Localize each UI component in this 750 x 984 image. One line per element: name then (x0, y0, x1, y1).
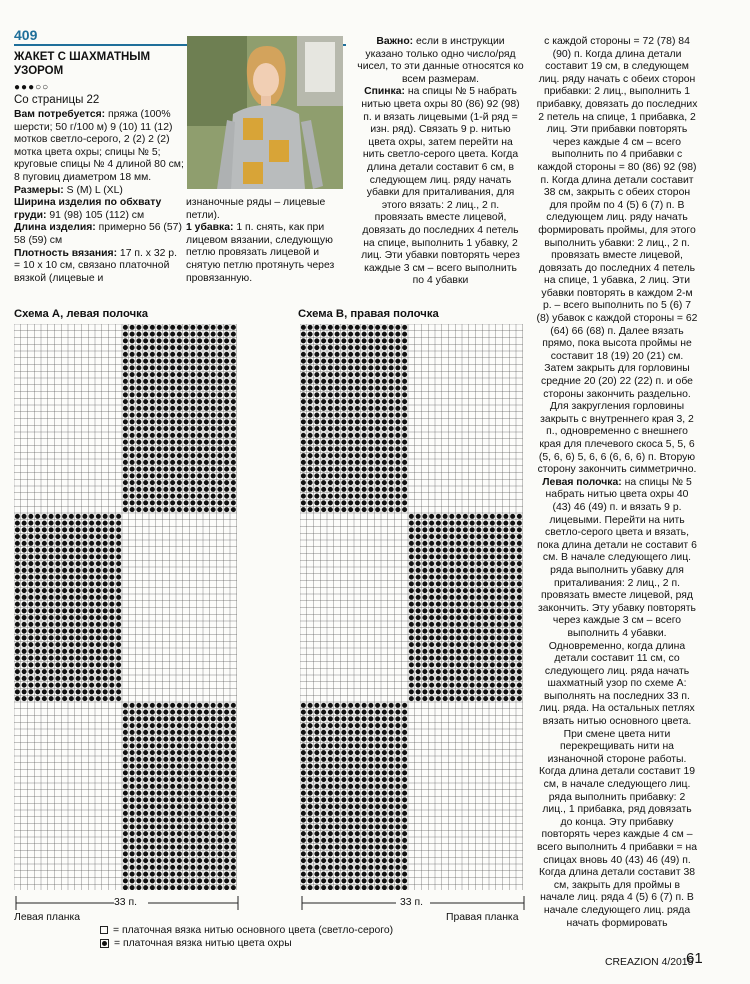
legend-light-text: = платочная вязка нитью основного цвета (светло-серого) (113, 925, 394, 936)
continued-from: Со страницы 22 (14, 94, 100, 106)
density-label: Плотность вязания: (14, 247, 118, 259)
legend-dark (100, 937, 393, 950)
width-text: 91 (98) 105 (112) см (46, 209, 145, 221)
materials-text: пряжа (100% шерсти; 50 г/100 м) 9 (10) 11 (12) мотков светло-серого, 2 (2) 2 (2) мотка цвета охры; спицы № 5; круговые спицы № 4 длиной 80 см; 8 пуговиц диаметром 18 мм. (14, 109, 184, 183)
page-number: 61 (686, 950, 703, 967)
length-text: примерно 56 (57) 58 (59) см (14, 222, 182, 246)
left-front-label: Левая полочка: (542, 476, 622, 488)
difficulty-rating: ●●●○○ (14, 82, 50, 93)
width-label: Ширина изделия по обхвату груди: (14, 197, 162, 221)
chart-b-width-label: 33 п. (400, 897, 423, 908)
pattern-number: 409 (14, 27, 38, 43)
magazine-issue: CREAZION 4/2015 (605, 957, 694, 968)
decrease-instructions (186, 197, 346, 285)
density-text: 17 п. х 32 р. = 10 х 10 см, связано платочной вязкой (лицевые и (14, 247, 177, 284)
chart-b-grid (300, 324, 526, 890)
back-continued-text: с каждой стороны = 72 (78) 84 (90) п. Когда длина детали составит 19 см, в следующем лиц. ряду начать с обеих сторон прибавки: 2 лиц., выполнить 1 прибавку, довязать до последних 2 петель на спице, 1 прибавка, 2 лиц. Эти прибавки повторять через каждые 4 см – всего выполнить по 4 прибавки с каждой стороны = 80 (86) 92 (98) п. Когда длина детали составит 38 см, закрыть с обеих сторон для пройм по 4 (5) 6 (7) п. В следующем лиц. ряду начать формировать проймы, для этого выполнить убавки: 2 лиц., 2 п. провязать вместе лицевой, довязать до последних 4 петель на спице, 1 убавка, 2 лиц. Эти убавки повторять в каждом 2-м р. – всего выполнить по 5 (6) 7 (8) убавок с каждой стороны = 62 (64) 66 (68) п. Далее вязать прямо, пока высота проймы не составит 18 (19) 20 (21) см. Затем закрыть для горловины средние 20 (20) 22 (22) п. и обе стороны закончить раздельно. Для закругления горловины закрыть с внутреннего края 3, 2 п., одновременно с внешнего края для плечевого скоса 5, 5, 6 (5, 6, 6) 5, 6, 6 (6, 6, 6) п. Вторую сторону закончить симметрично. (536, 36, 698, 476)
legend-dark-text: = платочная вязка нитью цвета охры (114, 938, 292, 949)
important-text: если в инструкции указано только одно число/ряд чисел, то эти данные относятся ко всем размерам. (357, 36, 524, 85)
right-placket-label: Правая планка (446, 912, 519, 923)
left-front-text: на спицы № 5 набрать нитью цвета охры 40 (43) 46 (49) п. и вязать 9 р. лицевыми. Перейти на нить светло-серого цвета и вязать, пока длина детали не составит 6 см. В начале следующего лиц. ряда выполнить убавку для приталивания: 2 лиц., 2 п. провязать вместе лицевой, ряд закончить. Эту убавку повторять через каждые 3 см – всего выполнить 4 убавки. Одновременно, когда длина детали составит 11 см, со следующего лиц. ряда начать шахматный узор по схеме А: выполнять на последних 33 п. лиц. ряда. На остальных петлях вязать нитью основного цвета. При смене цвета нити перекрещивать нити на изнаночной стороне работы. Когда длина детали составит 19 см, в начале следующего лиц. ряда выполнить прибавку: 2 лиц., 1 прибавка, ряд довязать до конца. Эту прибавку повторять через каждые 4 см – всего выполнить 4 прибавки = на спицах вновь 40 (43) 46 (49) п. Когда длина детали составит 38 см, закрыть для проймы в начале лиц. ряда 4 (5) 6 (7) п. В начале следующего лиц. ряда начать формировать (536, 476, 698, 929)
left-placket-label: Левая планка (14, 912, 81, 923)
chart-a-title: Схема А, левая полочка (14, 308, 149, 320)
decrease-label: 1 убавка: (186, 222, 234, 234)
materials-label: Вам потребуется: (14, 109, 106, 120)
decrease-text: 1 п. снять, как при лицевом вязании, следующую петлю провязать лицевой и снятую петлю протянуть через провязанную. (186, 222, 335, 284)
chart-a-grid (14, 324, 239, 890)
back-instructions (357, 36, 524, 288)
legend (100, 924, 393, 950)
sizes-text: S (M) L (XL) (63, 184, 123, 196)
materials-column (14, 109, 184, 285)
chart-b-title: Схема В, правая полочка (298, 308, 439, 320)
right-column-instructions (536, 36, 698, 930)
chart-a-width-label: 33 п. (114, 897, 137, 908)
length-label: Длина изделия: (14, 222, 96, 234)
stitch-note: изнаночные ряды – лицевые петли). (186, 197, 326, 221)
pattern-title: ЖАКЕТ С ШАХМАТНЫМ УЗОРОМ (14, 51, 151, 77)
model-illustration (187, 36, 343, 189)
model-photo (187, 36, 343, 189)
back-text: на спицы № 5 набрать нитью цвета охры 80 (86) 92 (98) п. и вязать лицевыми (1-й ряд = изн. ряд). Связать 9 р. нитью цвета охры, затем перейти на нить светло-серого цвета. Когда длина детали составит 6 см, в следующем лиц. ряду начать убавки для приталивания, для этого вязать: 2 лиц., 2 п. провязать вместе лицевой, довязать до последних 4 петель на спице, выполнить 1 убавку, 2 лиц. Эти убавки повторять через каждые 3 см – всего выполнить по 4 убавки (361, 86, 520, 287)
dark-dot-icon (100, 939, 109, 948)
legend-light (100, 924, 393, 937)
sizes-label: Размеры: (14, 184, 64, 196)
important-label: Важно: (376, 36, 414, 47)
light-square-icon (100, 926, 108, 934)
back-label: Спинка: (364, 86, 405, 98)
